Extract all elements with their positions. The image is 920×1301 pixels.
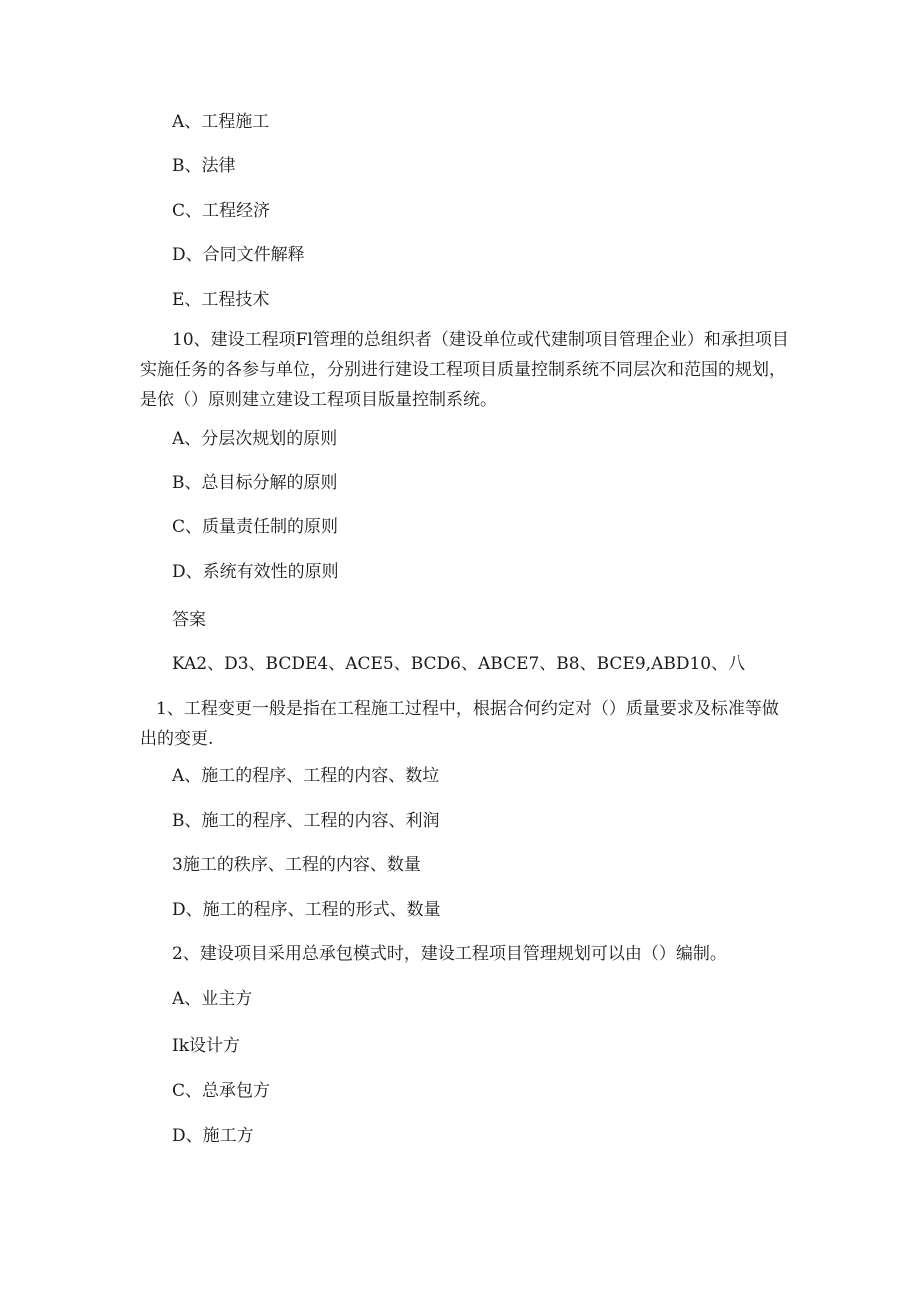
q2-option-c: C、总承包方 <box>172 1081 271 1101</box>
option-b-law: B、法律 <box>172 156 236 176</box>
question-1: 1、工程变更一般是指在工程施工过程中，根据合何约定对（）质量要求及标准等做出的变更. <box>140 699 779 749</box>
q10-option-a: A、分层次规划的原则 <box>172 429 338 449</box>
q1-option-b: B、施工的程序、工程的内容、利润 <box>172 811 440 831</box>
option-a-construction: A、工程施工 <box>172 112 270 132</box>
q10-option-d: D、系统有效性的原则 <box>172 562 339 582</box>
option-c-economics: C、工程经济 <box>172 201 271 221</box>
option-e-technology: E、工程技术 <box>172 290 270 310</box>
question-10: 10、建设工程项Fl管理的总组织者（建设单位或代建制项目管理企业）和承担项目实施任务的各参与单位，分别进行建设工程项目质量控制系统不同层次和范国的规划，是依（）原则建立建设工程项目版量控制系统。 <box>140 330 789 410</box>
q2-option-b: Ik设计方 <box>172 1036 241 1056</box>
q10-option-c: C、质量责任制的原则 <box>172 517 339 537</box>
q10-option-b: B、总目标分解的原则 <box>172 473 338 493</box>
question-2: 2、建设项目采用总承包模式时，建设工程项目管理规划可以由（）编制。 <box>172 944 727 964</box>
answer-heading: 答案 <box>172 610 206 630</box>
q1-option-c: 3施工的秩序、工程的内容、数量 <box>172 855 421 875</box>
q1-option-a: A、施工的程序、工程的内容、数垃 <box>172 766 440 786</box>
answer-key: KA2、D3、BCDE4、ACE5、BCD6、ABCE7、B8、BCE9,ABD10、八 <box>172 654 746 674</box>
q1-option-d: D、施工的程序、工程的形式、数量 <box>172 900 441 920</box>
q2-option-d: D、施工方 <box>172 1126 254 1146</box>
option-d-contract: D、合同文件解释 <box>172 245 305 265</box>
q2-option-a: A、业主方 <box>172 989 253 1009</box>
